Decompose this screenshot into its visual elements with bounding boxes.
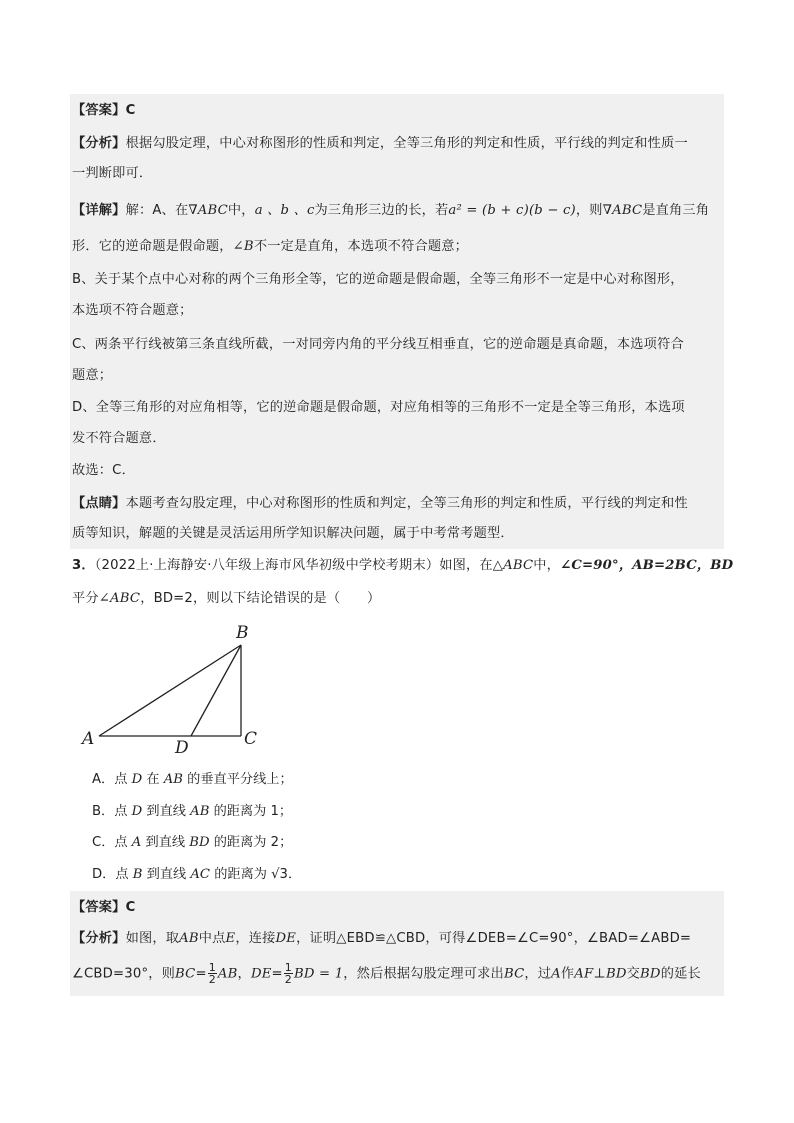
option-var: A (131, 835, 142, 850)
analysis-text: = (195, 966, 207, 982)
option-text: 的距离为 √3． (210, 867, 302, 882)
segment-bd (191, 645, 241, 736)
option-var: AB (190, 804, 210, 819)
detail-text: B、关于某个点中心对称的两个三角形全等，它的逆命题是假命题，全等三角形不一定是中心对称图形， (72, 272, 684, 287)
detail-text: 形．它的逆命题是假命题， (72, 239, 233, 254)
analysis-text: ，证明△EBD≌△CBD，可得∠DEB=∠C=90°，∠BAD=∠ABD= (296, 931, 692, 946)
fraction-numerator: 1 (208, 961, 216, 974)
analysis2-line-1 (72, 929, 691, 949)
option-key: C． (92, 835, 115, 850)
option-c-line-1 (72, 335, 684, 355)
label-d: D (175, 738, 189, 758)
angle-symbol: ∠ABC (98, 591, 141, 606)
label-c: C (244, 729, 258, 749)
math-var: BC (503, 966, 525, 982)
analysis-text: ，过 (524, 966, 552, 982)
analysis-label: 【分析】 (72, 931, 126, 946)
option-text: 点 (114, 835, 132, 850)
detail-text: 不一定是直角，本选项不符合题意； (253, 239, 469, 254)
answer-label: 【答案】 (72, 900, 126, 915)
analysis-text-1: 根据勾股定理，中心对称图形的性质和判定，全等三角形的判定和性质，平行线的判定和性质一 (125, 136, 688, 151)
option-text: 点 (115, 867, 133, 882)
answer-block-1 (70, 94, 724, 549)
option-b-line-2 (72, 301, 193, 321)
question-source: （2022上·上海静安·八年级上海市风华初级中学校考期末） (94, 558, 440, 573)
math-var: BD = 1 (294, 966, 344, 982)
analysis-text: ， (237, 966, 251, 982)
analysis-text-2: 一判断即可． (72, 166, 153, 181)
comment-text: 本题考查勾股定理，中心对称图形的性质和判定，全等三角形的判定和性质，平行线的判定和性 (125, 496, 688, 511)
label-b: B (236, 623, 249, 643)
option-c-line-2 (72, 366, 112, 386)
triangle-figure (70, 615, 290, 760)
option-text: 到直线 (141, 835, 190, 850)
math-var: AB (217, 966, 238, 982)
label-a: A (82, 729, 95, 749)
math-var: AF⊥BD (574, 966, 627, 982)
math-var: BD (640, 966, 661, 982)
detail-label: 【详解】 (72, 203, 126, 218)
question-3-line-1 (72, 556, 733, 576)
detail-text: 为三角形三边的长，若 (314, 203, 449, 218)
choose-text: 故选：C． (72, 463, 135, 478)
question-text: 如图，在 (439, 558, 493, 573)
option-text: 的垂直平分线上； (182, 772, 293, 787)
option-var: BD (189, 835, 210, 850)
triangle-symbol: ∇ABC (602, 203, 643, 218)
analysis-text: ∠CBD=30°，则 (72, 966, 176, 982)
option-var: AB (163, 772, 183, 787)
detail-text: C、两条平行线被第三条直线所截，一对同旁内角的平分线互相垂直，它的逆命题是真命题，本选项符合 (72, 337, 684, 352)
option-d-line-1 (72, 398, 685, 418)
answer-line-2 (72, 898, 135, 918)
analysis-line-1 (72, 134, 688, 154)
option-text: 在 (142, 772, 164, 787)
detail-line-1 (72, 201, 709, 221)
question-3-line-2 (72, 589, 380, 609)
fraction-denominator: 2 (284, 973, 292, 986)
comment-line-1 (72, 494, 688, 514)
math-var: A (551, 966, 561, 982)
detail-text: ，则 (575, 203, 603, 218)
question-number: 3． (72, 558, 95, 573)
choose-line (72, 461, 135, 481)
option-text: 的距离为 1； (209, 804, 293, 819)
comment-line-2 (72, 524, 514, 544)
math-var: DE (250, 966, 272, 982)
option-text: 到直线 (142, 867, 191, 882)
question-text: 平分 (72, 591, 99, 606)
answer-value: C (125, 900, 136, 915)
answer-value: C (125, 103, 136, 118)
answer-label: 【答案】 (72, 103, 126, 118)
analysis-label: 【分析】 (72, 136, 126, 151)
option-key: A． (92, 772, 115, 787)
variables: a 、b 、c (254, 203, 315, 218)
comment-text: 质等知识，解题的关键是灵活运用所学知识解决问题，属于中考常考题型． (72, 526, 514, 541)
option-b (92, 802, 292, 822)
option-var: D (131, 772, 143, 787)
analysis-text: ，连接 (235, 931, 276, 946)
option-text: 的距离为 2； (209, 835, 293, 850)
analysis-text: 交 (626, 966, 641, 982)
option-text: 到直线 (142, 804, 191, 819)
analysis2-line-2 (72, 962, 701, 985)
option-d (92, 865, 301, 885)
question-condition: ∠C=90°，AB=2BC，BD (560, 558, 734, 573)
analysis-text: 作 (560, 966, 575, 982)
detail-text: 本选项不符合题意； (72, 303, 193, 318)
math-var: E (225, 931, 236, 946)
equation: a² = (b + c)(b − c) (448, 203, 576, 218)
math-var: AB (179, 931, 199, 946)
option-text: 点 (114, 772, 132, 787)
analysis-text: 中点 (198, 931, 226, 946)
fraction-numerator: 1 (284, 961, 292, 974)
option-var: D (131, 804, 143, 819)
detail-text: D、全等三角形的对应角相等，它的逆命题是假命题，对应角相等的三角形不一定是全等三角形，本选项 (72, 400, 685, 415)
side-ab (99, 645, 241, 736)
option-b-line-1 (72, 270, 684, 290)
option-text: 点 (114, 804, 132, 819)
option-a (92, 770, 293, 790)
question-text: 中， (533, 558, 561, 573)
triangle-symbol: △ABC (492, 558, 534, 573)
detail-text: 中， (227, 203, 255, 218)
detail-text: 解：A、在 (125, 203, 189, 218)
detail-text: 是直角三角 (642, 203, 710, 218)
triangle-symbol: ∇ABC (188, 203, 228, 218)
fraction-denominator: 2 (208, 973, 216, 986)
math-var: DE (275, 931, 297, 946)
analysis-line-2 (72, 164, 152, 184)
fraction-half (284, 962, 293, 985)
analysis-text: ，然后根据勾股定理可求出 (343, 966, 504, 982)
angle-symbol: ∠B (232, 239, 254, 254)
answer-line (72, 101, 135, 121)
comment-label: 【点睛】 (72, 496, 126, 511)
detail-text: 发不符合题意． (72, 431, 166, 446)
fraction-half (208, 962, 217, 985)
detail-line-2 (72, 237, 468, 257)
analysis-text: 的延长 (660, 966, 701, 982)
analysis-text: = (271, 966, 283, 982)
option-key: D． (92, 867, 116, 882)
option-key: B． (92, 804, 115, 819)
option-d-line-2 (72, 429, 166, 449)
analysis-text: 如图，取 (125, 931, 180, 946)
option-var: AC (190, 867, 211, 882)
option-var: B (132, 867, 143, 882)
option-c (92, 833, 292, 853)
math-var: BC (175, 966, 196, 982)
detail-text: 题意； (72, 368, 113, 383)
question-text: ，BD=2，则以下结论错误的是（ ） (140, 591, 381, 606)
